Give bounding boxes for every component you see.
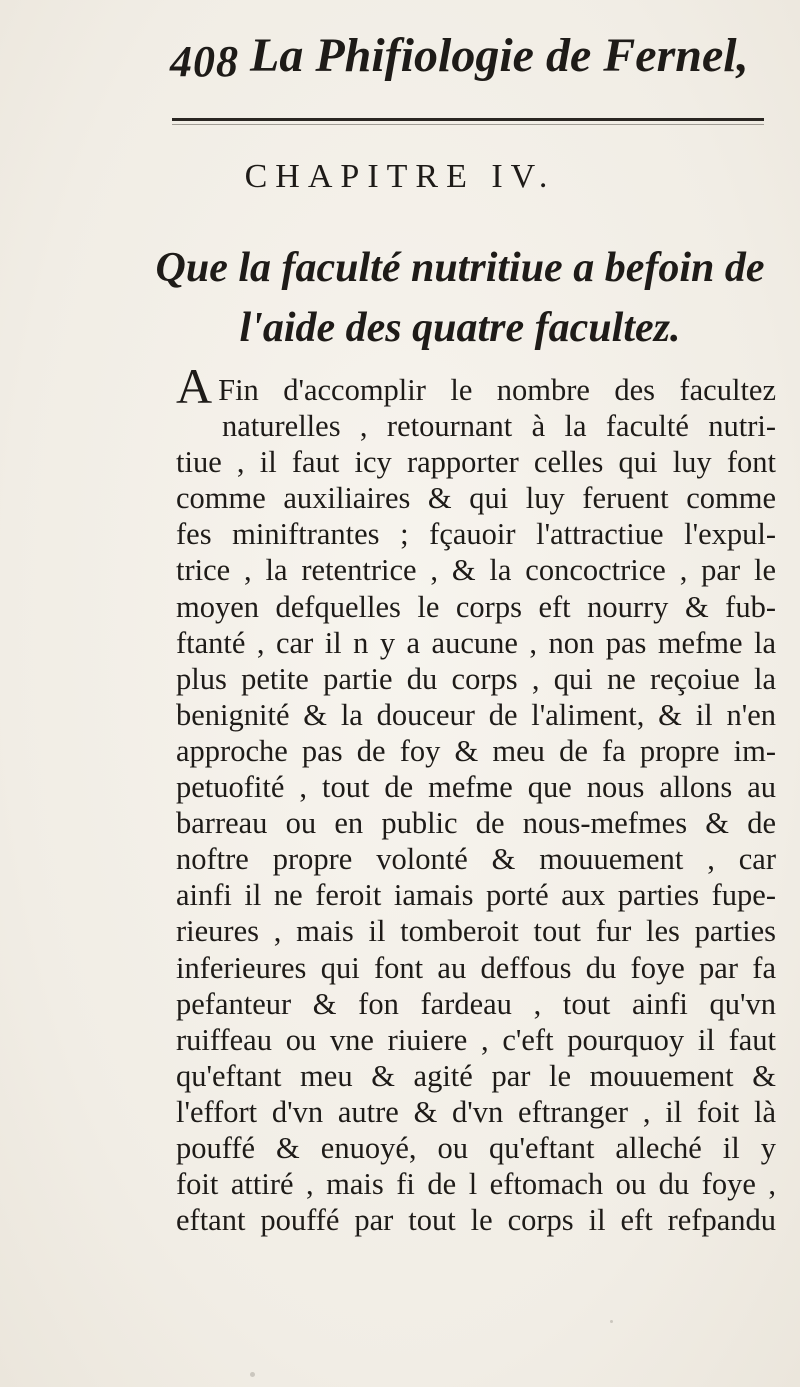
text-line: inferieures qui font au deffous du foye par fa (176, 950, 776, 985)
header-rule (172, 118, 764, 121)
text-line: foit attiré , mais fi de l eftomach ou du foye , (176, 1167, 776, 1202)
text-line: ruiffeau ou vne riuiere , c'eft pourquoy il faut (176, 1022, 776, 1057)
text-line: plus petite partie du corps , qui ne reçoiue la (176, 661, 776, 696)
text-line (176, 358, 776, 414)
text-line: eftant pouffé par tout le corps il eft refpandu (176, 1203, 776, 1238)
chapter-title-line: Que la faculté nutritiue a befoin de (155, 245, 765, 291)
paper-speck (250, 1372, 255, 1377)
page-number: 408 (170, 37, 239, 86)
text-line: moyen defquelles le corps eft nourry & fub- (176, 589, 776, 624)
text-line: trice , la retentrice , & la concoctrice , par le (176, 553, 776, 588)
drop-cap: A (176, 358, 213, 414)
text-line: comme auxiliaires & qui luy feruent comme (176, 481, 776, 516)
text-line: qu'eftant meu & agité par le mouuement & (176, 1058, 776, 1093)
text-line: l'effort d'vn autre & d'vn eftranger , il foit là (176, 1094, 776, 1129)
chapter-heading: CHAPITRE IV. (244, 158, 556, 195)
text-line: approche pas de foy & meu de fa propre im- (176, 733, 776, 768)
running-title: La Phifiologie de Fernel, (250, 29, 749, 82)
header-rule-thin (172, 124, 764, 125)
page-header (170, 18, 770, 88)
text-line-content: Fin d'accomplir le nombre des facultez (218, 373, 776, 407)
text-line: noftre propre volonté & mouuement , car (176, 842, 776, 877)
chapter-title-line: l'aide des quatre facultez. (239, 305, 681, 351)
text-line: pouffé & enuoyé, ou qu'eftant alleché il y (176, 1130, 776, 1165)
text-line: tiue , il faut icy rapporter celles qui luy font (176, 445, 776, 480)
text-line: rieures , mais il tomberoit tout fur les parties (176, 914, 776, 949)
text-line: pefanteur & fon fardeau , tout ainfi qu'vn (176, 986, 776, 1021)
chapter-title (120, 238, 800, 358)
text-line: fes miniftrantes ; fçauoir l'attractiue l'expul- (176, 517, 776, 552)
text-line: petuofité , tout de mefme que nous allons au (176, 770, 776, 805)
text-line: naturelles , retournant à la faculté nutri- (222, 409, 776, 444)
paper-speck (610, 1320, 613, 1323)
text-line: ainfi il ne feroit iamais porté aux parties fupe- (176, 878, 776, 913)
text-line: benignité & la douceur de l'aliment, & il n'en (176, 697, 776, 732)
text-line: barreau ou en public de nous-mefmes & de (176, 806, 776, 841)
body-text (176, 358, 776, 1238)
text-line: ftanté , car il n y a aucune , non pas mefme la (176, 625, 776, 660)
